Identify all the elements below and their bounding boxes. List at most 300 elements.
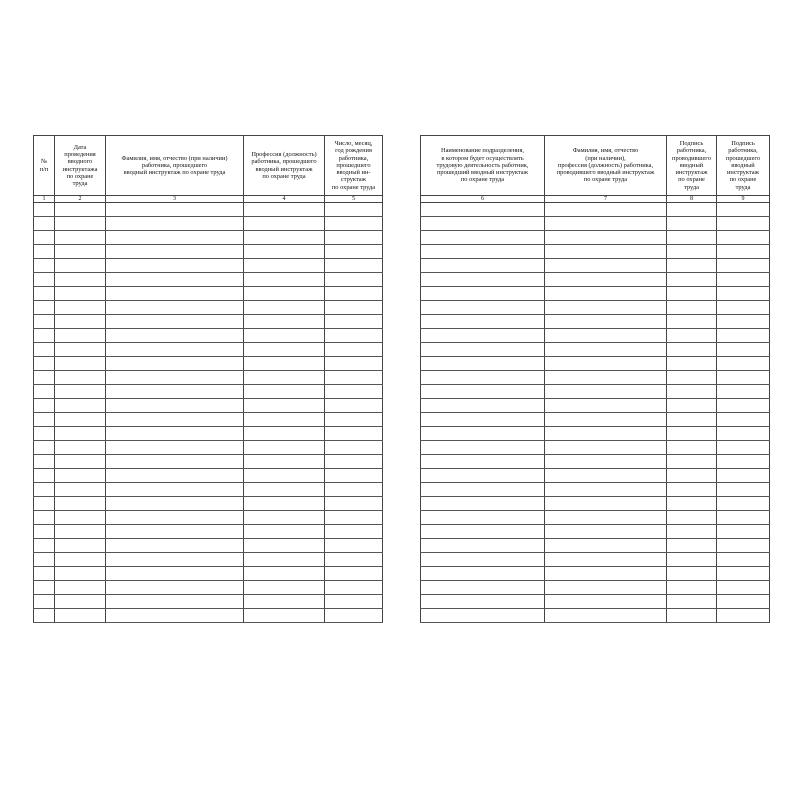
entry-cell[interactable]: [106, 567, 244, 581]
entry-cell[interactable]: [717, 413, 770, 427]
table-row: [421, 231, 770, 245]
entry-cell[interactable]: [717, 287, 770, 301]
entry-cell[interactable]: [545, 455, 667, 469]
entry-cell[interactable]: [106, 553, 244, 567]
entry-cell[interactable]: [106, 455, 244, 469]
entry-cell[interactable]: [325, 581, 383, 595]
entry-cell[interactable]: [106, 357, 244, 371]
entry-cell[interactable]: [545, 245, 667, 259]
entry-cell[interactable]: [667, 441, 717, 455]
header-text: Дата проведения вводного инструктажа по охране труда: [62, 143, 98, 188]
entry-cell[interactable]: [421, 413, 545, 427]
entry-cell[interactable]: [325, 301, 383, 315]
entry-cell[interactable]: [325, 525, 383, 539]
entry-cell[interactable]: [325, 539, 383, 553]
entry-cell[interactable]: [244, 301, 325, 315]
entry-cell[interactable]: [325, 329, 383, 343]
entry-cell[interactable]: [244, 511, 325, 525]
entry-cell[interactable]: [325, 385, 383, 399]
entry-cell[interactable]: [106, 441, 244, 455]
entry-cell[interactable]: [325, 315, 383, 329]
entry-cell[interactable]: [325, 217, 383, 231]
entry-cell[interactable]: [667, 539, 717, 553]
entry-cell[interactable]: [717, 441, 770, 455]
entry-cell[interactable]: [545, 357, 667, 371]
entry-cell[interactable]: [421, 259, 545, 273]
entry-cell[interactable]: [34, 315, 55, 329]
entry-cell[interactable]: [717, 371, 770, 385]
entry-cell[interactable]: [55, 469, 106, 483]
table-row: [34, 399, 383, 413]
entry-cell[interactable]: [34, 483, 55, 497]
entry-cell[interactable]: [667, 385, 717, 399]
entry-cell[interactable]: [106, 469, 244, 483]
entry-cell[interactable]: [717, 245, 770, 259]
entry-cell[interactable]: [325, 371, 383, 385]
entry-cell[interactable]: [34, 217, 55, 231]
entry-cell[interactable]: [244, 399, 325, 413]
entry-cell[interactable]: [34, 441, 55, 455]
header-cell-date: [55, 136, 106, 196]
column-number: 2: [55, 196, 106, 203]
entry-cell[interactable]: [34, 357, 55, 371]
entry-cell[interactable]: [55, 357, 106, 371]
entry-cell[interactable]: [106, 581, 244, 595]
entry-cell[interactable]: [325, 413, 383, 427]
entry-cell[interactable]: [244, 595, 325, 609]
entry-cell[interactable]: [545, 525, 667, 539]
entry-cell[interactable]: [34, 385, 55, 399]
entry-cell[interactable]: [325, 497, 383, 511]
entry-cell[interactable]: [34, 343, 55, 357]
entry-cell[interactable]: [325, 567, 383, 581]
entry-cell[interactable]: [34, 413, 55, 427]
entry-cell[interactable]: [545, 315, 667, 329]
entry-cell[interactable]: [244, 217, 325, 231]
table-row: [421, 525, 770, 539]
entry-cell[interactable]: [244, 287, 325, 301]
entry-cell[interactable]: [325, 455, 383, 469]
entry-cell[interactable]: [55, 525, 106, 539]
entry-cell[interactable]: [717, 427, 770, 441]
entry-cell[interactable]: [55, 231, 106, 245]
entry-cell[interactable]: [34, 497, 55, 511]
entry-cell[interactable]: [55, 315, 106, 329]
entry-cell[interactable]: [325, 511, 383, 525]
entry-cell[interactable]: [244, 371, 325, 385]
entry-cell[interactable]: [717, 497, 770, 511]
entry-cell[interactable]: [667, 273, 717, 287]
entry-cell[interactable]: [421, 483, 545, 497]
entry-cell[interactable]: [421, 357, 545, 371]
entry-cell[interactable]: [244, 245, 325, 259]
table-row: [34, 413, 383, 427]
entry-cell[interactable]: [421, 273, 545, 287]
entry-cell[interactable]: [421, 315, 545, 329]
entry-cell[interactable]: [667, 511, 717, 525]
entry-cell[interactable]: [545, 441, 667, 455]
entry-cell[interactable]: [244, 497, 325, 511]
entry-cell[interactable]: [55, 483, 106, 497]
table-row: [421, 413, 770, 427]
entry-cell[interactable]: [55, 497, 106, 511]
entry-cell[interactable]: [545, 497, 667, 511]
entry-cell[interactable]: [717, 357, 770, 371]
entry-cell[interactable]: [106, 511, 244, 525]
entry-cell[interactable]: [717, 315, 770, 329]
entry-cell[interactable]: [34, 287, 55, 301]
entry-cell[interactable]: [545, 301, 667, 315]
entry-cell[interactable]: [421, 553, 545, 567]
entry-cell[interactable]: [55, 217, 106, 231]
entry-cell[interactable]: [545, 595, 667, 609]
entry-cell[interactable]: [244, 539, 325, 553]
entry-cell[interactable]: [325, 357, 383, 371]
entry-cell[interactable]: [55, 539, 106, 553]
entry-cell[interactable]: [545, 203, 667, 217]
entry-cell[interactable]: [55, 567, 106, 581]
entry-cell[interactable]: [34, 301, 55, 315]
entry-cell[interactable]: [421, 371, 545, 385]
entry-cell[interactable]: [667, 315, 717, 329]
entry-cell[interactable]: [34, 245, 55, 259]
entry-cell[interactable]: [325, 483, 383, 497]
entry-cell[interactable]: [717, 203, 770, 217]
entry-cell[interactable]: [244, 203, 325, 217]
entry-cell[interactable]: [325, 245, 383, 259]
entry-cell[interactable]: [106, 399, 244, 413]
entry-cell[interactable]: [55, 511, 106, 525]
entry-cell[interactable]: [244, 469, 325, 483]
table-row: [34, 203, 383, 217]
entry-cell[interactable]: [244, 273, 325, 287]
entry-cell[interactable]: [325, 441, 383, 455]
entry-cell[interactable]: [667, 427, 717, 441]
header-text: Профессия (должность) работника, прошедшего вводный инструктаж по охране труда: [251, 150, 317, 180]
entry-cell[interactable]: [545, 343, 667, 357]
entry-cell[interactable]: [244, 441, 325, 455]
entry-cell[interactable]: [545, 273, 667, 287]
entry-cell[interactable]: [545, 511, 667, 525]
table-row: [421, 287, 770, 301]
entry-cell[interactable]: [717, 231, 770, 245]
entry-cell[interactable]: [106, 329, 244, 343]
entry-cell[interactable]: [106, 609, 244, 623]
entry-cell[interactable]: [545, 469, 667, 483]
entry-cell[interactable]: [34, 469, 55, 483]
entry-cell[interactable]: [545, 231, 667, 245]
entry-cell[interactable]: [244, 259, 325, 273]
table-row: [34, 553, 383, 567]
entry-cell[interactable]: [667, 567, 717, 581]
entry-cell[interactable]: [55, 441, 106, 455]
entry-cell[interactable]: [545, 287, 667, 301]
table-row: [421, 343, 770, 357]
entry-cell[interactable]: [244, 609, 325, 623]
entry-cell[interactable]: [34, 231, 55, 245]
entry-cell[interactable]: [545, 413, 667, 427]
entry-cell[interactable]: [34, 511, 55, 525]
entry-cell[interactable]: [667, 525, 717, 539]
table-row: [421, 385, 770, 399]
entry-cell[interactable]: [667, 399, 717, 413]
entry-cell[interactable]: [667, 329, 717, 343]
entry-cell[interactable]: [34, 553, 55, 567]
entry-cell[interactable]: [325, 287, 383, 301]
entry-cell[interactable]: [55, 287, 106, 301]
table-row: [421, 399, 770, 413]
entry-cell[interactable]: [545, 539, 667, 553]
entry-cell[interactable]: [667, 231, 717, 245]
entry-cell[interactable]: [545, 581, 667, 595]
entry-cell[interactable]: [421, 203, 545, 217]
entry-cell[interactable]: [244, 343, 325, 357]
entry-cell[interactable]: [667, 217, 717, 231]
entry-cell[interactable]: [325, 427, 383, 441]
entry-cell[interactable]: [717, 525, 770, 539]
entry-cell[interactable]: [421, 581, 545, 595]
entry-cell[interactable]: [106, 413, 244, 427]
entry-cell[interactable]: [34, 455, 55, 469]
entry-cell[interactable]: [667, 595, 717, 609]
entry-cell[interactable]: [34, 259, 55, 273]
entry-cell[interactable]: [55, 581, 106, 595]
entry-cell[interactable]: [325, 273, 383, 287]
column-number: 3: [106, 196, 244, 203]
table-row: [34, 595, 383, 609]
entry-cell[interactable]: [106, 539, 244, 553]
entry-cell[interactable]: [55, 329, 106, 343]
entry-cell[interactable]: [717, 567, 770, 581]
entry-cell[interactable]: [244, 455, 325, 469]
entry-cell[interactable]: [421, 399, 545, 413]
entry-cell[interactable]: [421, 427, 545, 441]
entry-cell[interactable]: [717, 511, 770, 525]
entry-cell[interactable]: [421, 539, 545, 553]
entry-cell[interactable]: [545, 399, 667, 413]
entry-cell[interactable]: [421, 525, 545, 539]
entry-cell[interactable]: [545, 609, 667, 623]
entry-cell[interactable]: [421, 595, 545, 609]
entry-cell[interactable]: [421, 511, 545, 525]
entry-cell[interactable]: [325, 553, 383, 567]
entry-cell[interactable]: [667, 553, 717, 567]
entry-cell[interactable]: [421, 441, 545, 455]
entry-cell[interactable]: [717, 539, 770, 553]
entry-cell[interactable]: [244, 567, 325, 581]
entry-cell[interactable]: [325, 203, 383, 217]
entry-cell[interactable]: [34, 329, 55, 343]
entry-cell[interactable]: [55, 245, 106, 259]
entry-cell[interactable]: [717, 609, 770, 623]
entry-cell[interactable]: [545, 217, 667, 231]
entry-cell[interactable]: [717, 581, 770, 595]
entry-cell[interactable]: [421, 231, 545, 245]
entry-cell[interactable]: [421, 245, 545, 259]
entry-cell[interactable]: [55, 609, 106, 623]
entry-cell[interactable]: [421, 343, 545, 357]
entry-cell[interactable]: [106, 203, 244, 217]
entry-cell[interactable]: [545, 259, 667, 273]
table-row: [34, 343, 383, 357]
table-row: [34, 273, 383, 287]
entry-cell[interactable]: [106, 217, 244, 231]
entry-cell[interactable]: [717, 483, 770, 497]
entry-cell[interactable]: [55, 385, 106, 399]
entry-cell[interactable]: [34, 427, 55, 441]
entry-cell[interactable]: [717, 455, 770, 469]
entry-cell[interactable]: [717, 399, 770, 413]
entry-cell[interactable]: [545, 553, 667, 567]
entry-cell[interactable]: [106, 483, 244, 497]
entry-cell[interactable]: [106, 525, 244, 539]
entry-cell[interactable]: [717, 259, 770, 273]
entry-cell[interactable]: [55, 301, 106, 315]
entry-cell[interactable]: [34, 525, 55, 539]
entry-cell[interactable]: [244, 315, 325, 329]
entry-cell[interactable]: [717, 343, 770, 357]
entry-cell[interactable]: [421, 329, 545, 343]
entry-cell[interactable]: [717, 595, 770, 609]
entry-cell[interactable]: [55, 595, 106, 609]
entry-cell[interactable]: [717, 217, 770, 231]
entry-cell[interactable]: [545, 329, 667, 343]
entry-cell[interactable]: [545, 567, 667, 581]
entry-cell[interactable]: [34, 567, 55, 581]
table-row: [421, 441, 770, 455]
entry-cell[interactable]: [667, 455, 717, 469]
entry-cell[interactable]: [106, 259, 244, 273]
entry-cell[interactable]: [55, 371, 106, 385]
entry-cell[interactable]: [55, 343, 106, 357]
entry-cell[interactable]: [717, 385, 770, 399]
entry-cell[interactable]: [244, 483, 325, 497]
entry-cell[interactable]: [421, 385, 545, 399]
entry-cell[interactable]: [34, 371, 55, 385]
entry-cell[interactable]: [667, 413, 717, 427]
entry-cell[interactable]: [421, 287, 545, 301]
entry-cell[interactable]: [421, 455, 545, 469]
entry-cell[interactable]: [106, 595, 244, 609]
entry-cell[interactable]: [421, 301, 545, 315]
entry-cell[interactable]: [325, 595, 383, 609]
table-row: [34, 469, 383, 483]
entry-cell[interactable]: [545, 427, 667, 441]
entry-cell[interactable]: [667, 287, 717, 301]
entry-cell[interactable]: [667, 203, 717, 217]
entry-cell[interactable]: [106, 315, 244, 329]
entry-cell[interactable]: [667, 259, 717, 273]
entry-cell[interactable]: [244, 413, 325, 427]
entry-cell[interactable]: [421, 609, 545, 623]
table-row: [421, 273, 770, 287]
entry-cell[interactable]: [717, 329, 770, 343]
entry-cell[interactable]: [667, 469, 717, 483]
entry-cell[interactable]: [717, 469, 770, 483]
entry-cell[interactable]: [106, 287, 244, 301]
entry-cell[interactable]: [55, 553, 106, 567]
entry-cell[interactable]: [421, 469, 545, 483]
entry-cell[interactable]: [325, 343, 383, 357]
entry-cell[interactable]: [545, 483, 667, 497]
entry-cell[interactable]: [325, 469, 383, 483]
entry-cell[interactable]: [244, 553, 325, 567]
entry-cell[interactable]: [244, 231, 325, 245]
entry-cell[interactable]: [106, 273, 244, 287]
entry-cell[interactable]: [55, 455, 106, 469]
entry-cell[interactable]: [244, 581, 325, 595]
entry-cell[interactable]: [55, 203, 106, 217]
entry-cell[interactable]: [717, 553, 770, 567]
entry-cell[interactable]: [106, 301, 244, 315]
entry-cell[interactable]: [34, 539, 55, 553]
column-number: 8: [667, 196, 717, 203]
entry-cell[interactable]: [421, 217, 545, 231]
entry-cell[interactable]: [55, 427, 106, 441]
entry-cell[interactable]: [325, 259, 383, 273]
table-row: [34, 385, 383, 399]
entry-cell[interactable]: [106, 231, 244, 245]
entry-cell[interactable]: [55, 399, 106, 413]
entry-cell[interactable]: [34, 609, 55, 623]
table-row: [421, 595, 770, 609]
entry-cell[interactable]: [325, 609, 383, 623]
entry-cell[interactable]: [34, 595, 55, 609]
entry-cell[interactable]: [421, 567, 545, 581]
entry-cell[interactable]: [244, 329, 325, 343]
entry-cell[interactable]: [55, 273, 106, 287]
entry-cell[interactable]: [106, 343, 244, 357]
entry-cell[interactable]: [106, 245, 244, 259]
entry-cell[interactable]: [55, 259, 106, 273]
entry-cell[interactable]: [34, 581, 55, 595]
entry-cell[interactable]: [106, 497, 244, 511]
entry-cell[interactable]: [667, 357, 717, 371]
entry-cell[interactable]: [667, 609, 717, 623]
entry-cell[interactable]: [325, 399, 383, 413]
entry-cell[interactable]: [244, 357, 325, 371]
entry-cell[interactable]: [717, 273, 770, 287]
entry-cell[interactable]: [34, 273, 55, 287]
table-row: [34, 511, 383, 525]
entry-cell[interactable]: [244, 525, 325, 539]
entry-cell[interactable]: [106, 371, 244, 385]
table-row: [421, 553, 770, 567]
entry-cell[interactable]: [667, 483, 717, 497]
entry-cell[interactable]: [244, 427, 325, 441]
entry-cell[interactable]: [421, 497, 545, 511]
entry-cell[interactable]: [667, 245, 717, 259]
entry-cell[interactable]: [667, 371, 717, 385]
column-number: 5: [325, 196, 383, 203]
entry-cell[interactable]: [34, 203, 55, 217]
entry-cell[interactable]: [667, 343, 717, 357]
entry-cell[interactable]: [106, 385, 244, 399]
entry-cell[interactable]: [106, 427, 244, 441]
entry-cell[interactable]: [34, 399, 55, 413]
entry-cell[interactable]: [325, 231, 383, 245]
entry-cell[interactable]: [667, 301, 717, 315]
entry-cell[interactable]: [55, 413, 106, 427]
entry-cell[interactable]: [667, 581, 717, 595]
entry-cell[interactable]: [545, 385, 667, 399]
table-row: [34, 455, 383, 469]
entry-cell[interactable]: [244, 385, 325, 399]
entry-cell[interactable]: [545, 371, 667, 385]
entry-cell[interactable]: [667, 497, 717, 511]
entry-cell[interactable]: [717, 301, 770, 315]
table-row: [34, 609, 383, 623]
